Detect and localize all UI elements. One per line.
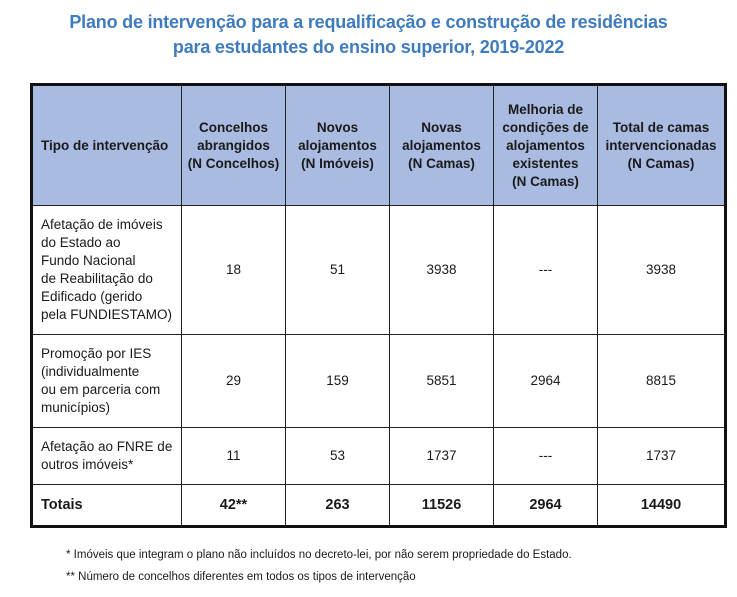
- table-row: [32, 206, 726, 335]
- cell-line: Novas: [421, 119, 462, 135]
- table-cell: 53: [286, 428, 390, 485]
- table-header-row: [32, 85, 726, 206]
- table-cell: 29: [182, 335, 286, 428]
- cell-line: Novos: [316, 119, 359, 135]
- footnotes: [66, 544, 572, 588]
- cell-line: Total de camas: [612, 119, 710, 135]
- cell-line: Fundo Nacional: [41, 253, 136, 268]
- cell-line: outros imóveis*: [41, 457, 134, 472]
- table-cell: 51: [286, 206, 390, 335]
- cell-line: alojamentos: [506, 137, 585, 153]
- table-cell: ---: [494, 206, 598, 335]
- header-cell: [32, 85, 182, 206]
- row-label: [32, 206, 182, 335]
- table-row: [32, 335, 726, 428]
- header-cell: [182, 85, 286, 206]
- table-cell: 11: [182, 428, 286, 485]
- cell-line: intervencionadas: [605, 137, 717, 153]
- table-cell: 2964: [494, 335, 598, 428]
- cell-line: abrangidos: [197, 137, 270, 153]
- cell-line: (N Imóveis): [301, 155, 374, 171]
- header-cell: [494, 85, 598, 206]
- table-cell: 3938: [390, 206, 494, 335]
- table-cell: 1737: [390, 428, 494, 485]
- title-line-2: para estudantes do ensino superior, 2019-2022: [172, 37, 565, 57]
- cell-line: (individualmente: [41, 364, 140, 379]
- total-cell: 2964: [494, 485, 598, 527]
- cell-line: alojamentos: [402, 137, 481, 153]
- row-label: [32, 428, 182, 485]
- totals-row: [32, 485, 726, 527]
- total-cell: 42**: [182, 485, 286, 527]
- cell-line: (N Camas): [512, 173, 579, 189]
- cell-line: ou em parceria com: [41, 382, 161, 397]
- cell-line: alojamentos: [298, 137, 377, 153]
- total-cell: 263: [286, 485, 390, 527]
- table-cell: 1737: [598, 428, 726, 485]
- cell-line: Edificado (gerido: [41, 289, 143, 304]
- table-cell: 3938: [598, 206, 726, 335]
- cell-line: condições de: [502, 119, 589, 135]
- title-line-1: Plano de intervenção para a requalificação e construção de residências: [69, 12, 668, 32]
- page-title: [0, 10, 737, 60]
- table-cell: 5851: [390, 335, 494, 428]
- cell-line: pela FUNDIESTAMO): [41, 307, 173, 322]
- cell-line: municípios): [41, 400, 111, 415]
- table-cell: 8815: [598, 335, 726, 428]
- cell-line: (N Camas): [627, 155, 695, 171]
- table-cell: 159: [286, 335, 390, 428]
- cell-line: Tipo de intervenção: [41, 137, 169, 153]
- cell-line: existentes: [512, 155, 579, 171]
- footnote: ** Número de concelhos diferentes em todos os tipos de intervenção: [66, 571, 416, 583]
- header-cell: [286, 85, 390, 206]
- totals-label: Totais: [32, 485, 182, 527]
- cell-line: de Reabilitação do: [41, 271, 153, 286]
- total-cell: 11526: [390, 485, 494, 527]
- header-cell: [598, 85, 726, 206]
- header-cell: [390, 85, 494, 206]
- cell-line: (N Camas): [408, 155, 475, 171]
- cell-line: (N Concelhos): [187, 155, 280, 171]
- cell-line: do Estado ao: [41, 235, 121, 250]
- table-cell: ---: [494, 428, 598, 485]
- footnote: * Imóveis que integram o plano não incluídos no decreto-lei, por não serem propriedade do Estado.: [66, 549, 572, 561]
- cell-line: Melhoria de: [507, 101, 583, 117]
- row-label: [32, 335, 182, 428]
- intervention-table: [30, 83, 727, 528]
- cell-line: Promoção por IES: [41, 346, 152, 361]
- cell-line: Afetação ao FNRE de: [41, 439, 173, 454]
- table-cell: 18: [182, 206, 286, 335]
- table-row: [32, 428, 726, 485]
- total-cell: 14490: [598, 485, 726, 527]
- cell-line: Concelhos: [198, 119, 268, 135]
- cell-line: Afetação de imóveis: [41, 217, 163, 232]
